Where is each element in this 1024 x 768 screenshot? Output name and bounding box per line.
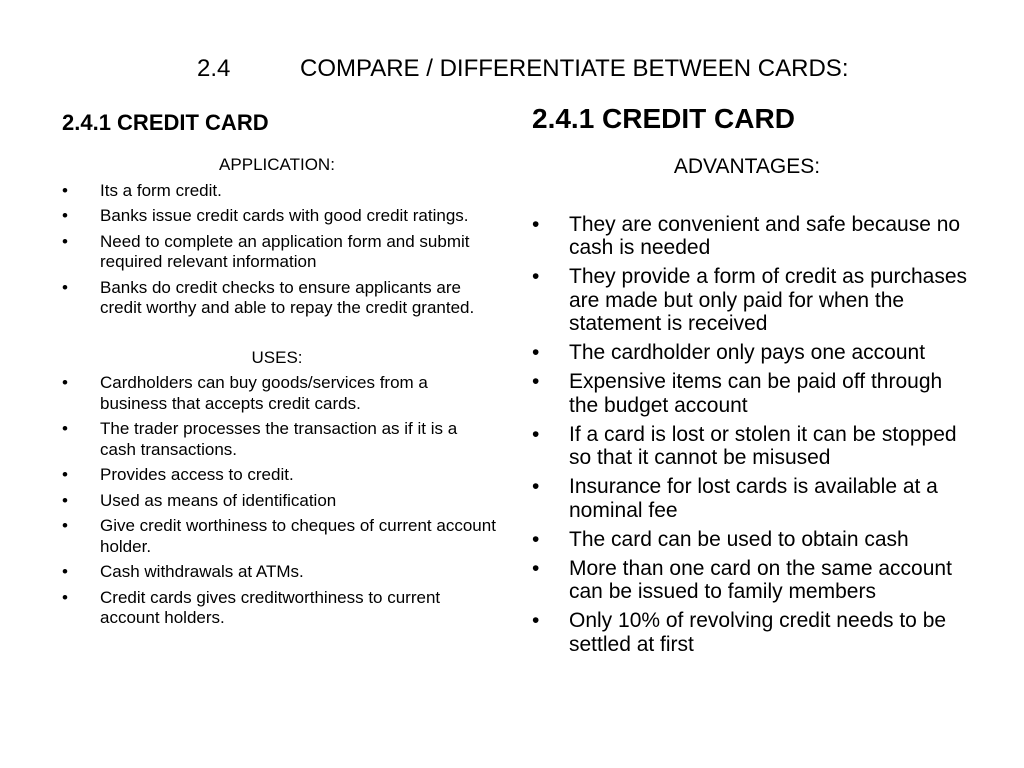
list-item: [532, 475, 972, 522]
list-item-text: The trader processes the transaction as if it is a cash transactions.: [100, 419, 458, 459]
bullet-icon: •: [62, 562, 68, 581]
bullet-icon: •: [532, 609, 540, 632]
list-item: [532, 213, 972, 260]
list-item: [532, 265, 972, 336]
bullet-icon: •: [532, 212, 540, 236]
list-item-text: Banks do credit checks to ensure applicants are credit worthy and able to repay the credit granted.: [100, 277, 475, 317]
bullet-icon: •: [532, 265, 540, 288]
left-heading: 2.4.1 CREDIT CARD: [62, 110, 269, 135]
list-item: [62, 278, 497, 319]
bullet-icon: •: [62, 231, 68, 251]
list-item-text: Used as means of identification: [100, 490, 337, 510]
list-item-text: They provide a form of credit as purchases are made but only paid for when the statement is received: [569, 265, 968, 335]
bullet-icon: •: [62, 516, 68, 535]
list-item: [62, 419, 497, 460]
list-item: [532, 557, 972, 604]
list-item-text: Give credit worthiness to cheques of current account holder.: [100, 516, 496, 556]
advantages-list: [532, 213, 972, 657]
right-heading: 2.4.1 CREDIT CARD: [532, 103, 795, 134]
bullet-icon: •: [532, 475, 540, 498]
list-item: [532, 341, 972, 365]
uses-label: USES:: [251, 347, 303, 367]
list-item: [62, 232, 497, 273]
list-item-text: Provides access to credit.: [100, 465, 294, 484]
advantages-label: ADVANTAGES:: [673, 155, 821, 178]
bullet-icon: •: [62, 277, 68, 297]
application-label: APPLICATION:: [219, 155, 335, 174]
list-item-text: More than one card on the same account can be issued to family members: [569, 556, 952, 603]
bullet-icon: •: [532, 341, 540, 364]
list-item: [532, 423, 972, 470]
bullet-icon: •: [532, 422, 540, 446]
list-item: [532, 370, 972, 417]
list-item: [62, 465, 497, 486]
right-column: [532, 155, 972, 662]
bullet-icon: •: [62, 206, 68, 225]
list-item-text: Its a form credit.: [100, 180, 222, 200]
list-item-text: Banks issue credit cards with good credit ratings.: [100, 206, 469, 225]
list-item-text: If a card is lost or stolen it can be stopped so that it cannot be misused: [569, 422, 957, 469]
section-title: COMPARE / DIFFERENTIATE BETWEEN CARDS:: [300, 55, 849, 82]
bullet-icon: •: [62, 419, 68, 438]
list-item: [62, 491, 497, 512]
uses-list: [62, 373, 497, 629]
list-item-text: Expensive items can be paid off through the budget account: [569, 370, 943, 417]
list-item: [62, 516, 497, 557]
list-item-text: Insurance for lost cards is available at a nominal fee: [569, 475, 938, 522]
list-item-text: The card can be used to obtain cash: [569, 527, 909, 551]
bullet-icon: •: [62, 180, 68, 200]
list-item-text: Cash withdrawals at ATMs.: [100, 562, 304, 581]
bullet-icon: •: [532, 370, 540, 393]
bullet-icon: •: [62, 587, 68, 607]
list-item: [62, 373, 497, 414]
list-item-text: Need to complete an application form and submit required relevant information: [100, 231, 470, 271]
list-item-text: They are convenient and safe because no cash is needed: [569, 212, 961, 259]
list-item: [532, 609, 972, 656]
list-item-text: Only 10% of revolving credit needs to be settled at first: [569, 609, 947, 656]
bullet-icon: •: [62, 373, 68, 392]
bullet-icon: •: [62, 465, 68, 484]
bullet-icon: •: [532, 556, 540, 580]
application-list: [62, 181, 497, 319]
list-item-text: Cardholders can buy goods/services from a business that accepts credit cards.: [100, 373, 428, 413]
left-column: [62, 155, 497, 634]
list-item: [62, 562, 497, 583]
list-item: [532, 528, 972, 552]
list-item-text: Credit cards gives creditworthiness to current account holders.: [100, 587, 441, 627]
list-item-text: The cardholder only pays one account: [569, 341, 926, 364]
list-item: [62, 588, 497, 629]
bullet-icon: •: [62, 490, 68, 510]
list-item: [62, 181, 497, 202]
section-number: 2.4: [197, 55, 231, 82]
bullet-icon: •: [532, 527, 540, 551]
list-item: [62, 206, 497, 227]
